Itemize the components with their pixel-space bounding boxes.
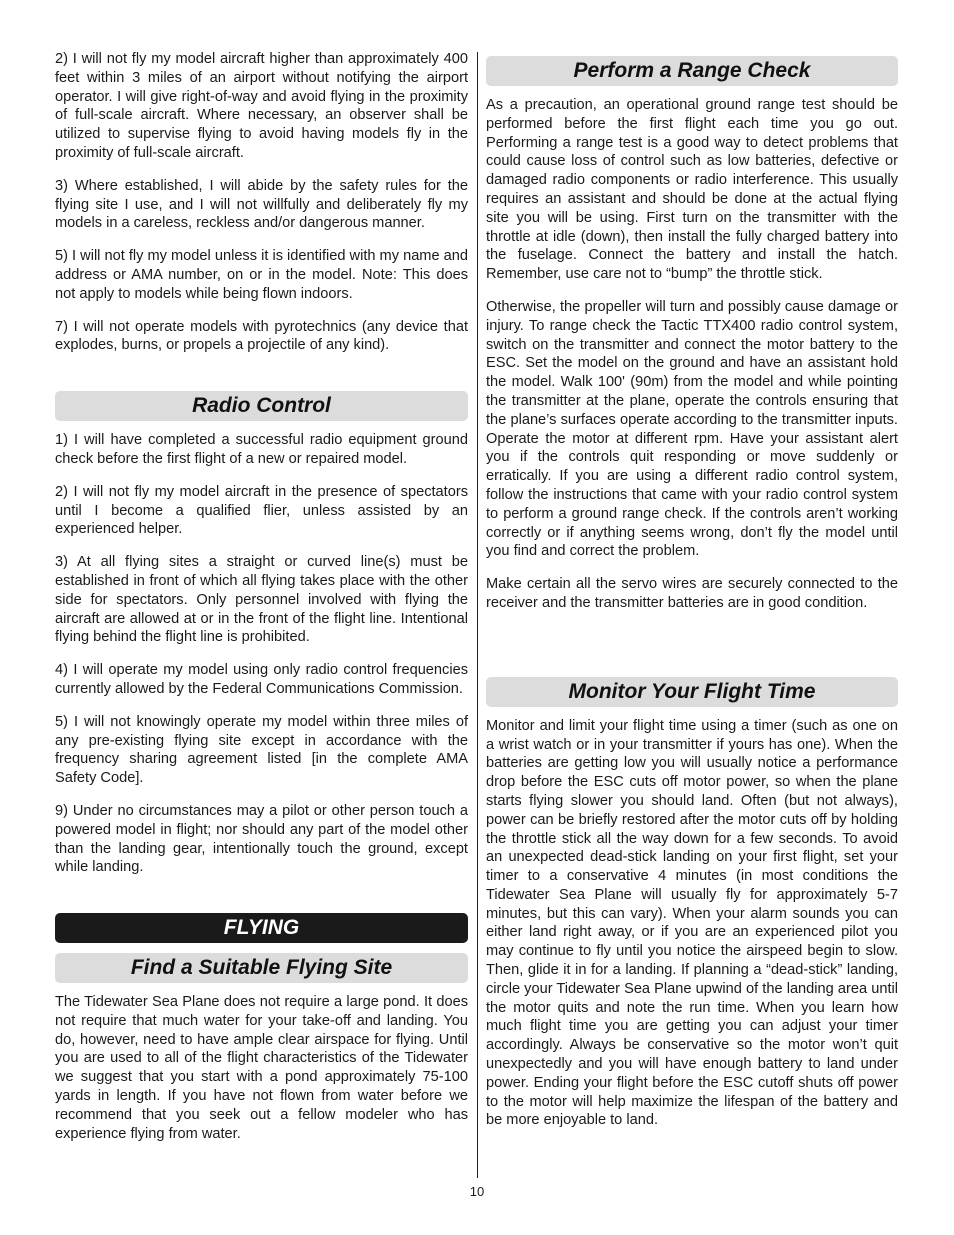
amc-paragraph-5: 5) I will not fly my model unless it is identified with my name and address or AMA number, on or in the model. Note: This does not apply to models while being flown indoors. — [55, 248, 468, 302]
flying-site-paragraph: The Tidewater Sea Plane does not require a large pond. It does not require that much water for your take-off and landing. You do, however, need to have ample clear airspace for flying. Until you are used to all of the flight characteristics of the Tidewater we suggest that you start with a pond approximately 75-100 yards in length. If you have not flown from water before we recommend that you seek out a fellow modeler who has experience flying from water. — [55, 994, 468, 1142]
radio-paragraph-3: 3) At all flying sites a straight or curved line(s) must be established in front of which all flying takes place with the other side for spectators. Only personnel involved with flying the aircraft are allowed at or in the front of the flight line. Intentional flying behind the flight line is prohibited. — [55, 554, 468, 646]
range-check-paragraph-3: Make certain all the servo wires are securely connected to the receiver and the transmitter batteries are in good condition. — [486, 576, 898, 611]
flight-time-paragraph: Monitor and limit your flight time using a timer (such as one on a wrist watch or in your transmitter if yours has one). When the batteries are getting low you will usually notice a performance drop before the ESC cuts off motor power, so when the plane starts flying slower you should land. Often (but not always), power can be briefly restored after the motor cuts off by holding the throttle stick all the way down for a few seconds. To avoid an unexpected dead-stick landing on your first flight, set your timer to a conservative 4 minutes (in most conditions the Tidewater Sea Plane will usually fly for approximately 5-7 minutes, but this can vary). When your alarm sounds you can either land right away, or if you are an experienced pilot you may continue to fly until you notice the airspeed begin to slow. Then, glide it in for a landing. If planning a “dead-stick” landing, circle your Tidewater Sea Plane upwind of the landing area until the motor quits and note the run time. When you learn how much flight time you are getting you can adjust your timer accordingly. Always be conservative so the motor won’t quit unexpectedly and you will have enough battery to land under power. Ending your flight before the ESC cutoff shuts off power to the motor will help maximize the lifespan of the battery and be more enjoyable to land. — [486, 717, 898, 1129]
page-number: 10 — [469, 1184, 485, 1199]
amc-paragraph-2: 2) I will not fly my model aircraft higher than approximately 400 feet within 3 miles of an airport without notifying the airport operator. I will give right-of-way and avoid flying in the proximity of full-scale aircraft. Where necessary, an observer shall be utilized to supervise flying to avoid having models fly in the proximity of full-scale aircraft. — [55, 51, 468, 161]
flying-site-heading: Find a Suitable Flying Site — [55, 953, 468, 983]
radio-paragraph-5: 5) I will not knowingly operate my model within three miles of any pre-existing flying site except in accordance with the frequency sharing agreement listed [in the complete AMA Safety Code]. — [55, 713, 468, 787]
range-check-heading: Perform a Range Check — [486, 56, 898, 86]
radio-paragraph-1: 1) I will have completed a successful radio equipment ground check before the first flight of a new or repaired model. — [55, 432, 468, 467]
radio-paragraph-9: 9) Under no circumstances may a pilot or other person touch a powered model in flight; nor should any part of the model other than the landing gear, intentionally touch the ground, except while landing. — [55, 802, 468, 876]
right-column — [486, 50, 898, 1130]
flight-time-heading: Monitor Your Flight Time — [486, 677, 898, 707]
radio-paragraph-4: 4) I will operate my model using only radio control frequencies currently allowed by the Federal Communications Commission. — [55, 662, 468, 697]
column-divider — [477, 52, 478, 1178]
range-check-paragraph-1: As a precaution, an operational ground range test should be performed before the first flight each time you go out. Performing a range test is a good way to detect problems that could cause loss of control such as low batteries, defective or damaged radio components or radio interference. This usually requires an assistant and should be done at the actual flying site you will be using. First turn on the transmitter with the throttle at idle (down), then install the fully charged battery into the fuselage. Connect the battery and install the hatch. Remember, use care not to “bump” the throttle stick. — [486, 97, 898, 283]
amc-paragraph-3: 3) Where established, I will abide by the safety rules for the flying site I use, and I will not willfully and deliberately fly my models in a careless, reckless and/or dangerous manner. — [55, 177, 468, 232]
left-column — [55, 50, 468, 1143]
flying-heading: FLYING — [55, 913, 468, 943]
radio-paragraph-2: 2) I will not fly my model aircraft in the presence of spectators until I become a qualified flier, unless assisted by an experienced helper. — [55, 483, 468, 538]
radio-control-heading: Radio Control — [55, 391, 468, 421]
amc-paragraph-7: 7) I will not operate models with pyrotechnics (any device that explodes, burns, or propels a projectile of any kind). — [55, 318, 468, 354]
range-check-paragraph-2: Otherwise, the propeller will turn and possibly cause damage or injury. To range check the Tactic TTX400 radio control system, switch on the transmitter and connect the motor battery to the ESC. Set the model on the ground and have an assistant hold the model. Walk 100' (90m) from the model and while pointing the transmitter at the plane, operate the controls ensuring that the plane’s surfaces operate according to the transmitter inputs. Operate the motor at different rpm. Have your assistant alert you if the controls quit responding or move suddenly or erratically. If you are using a different radio control system, follow the instructions that came with your radio control system to perform a ground range check. If the controls aren’t working correctly or if anything seems wrong, don’t fly the model until you find and correct the problem. — [486, 298, 898, 560]
